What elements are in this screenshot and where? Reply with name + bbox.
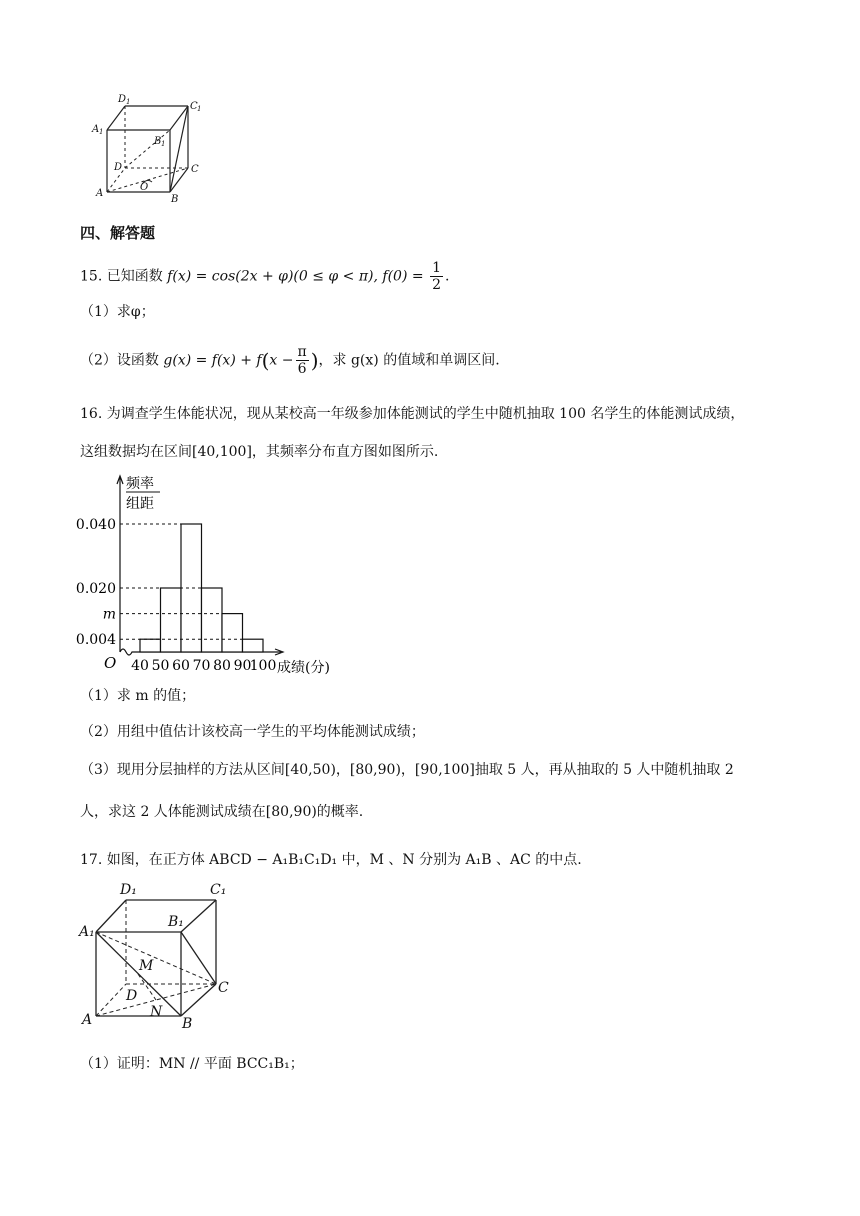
cube1-label-D: D [114, 162, 123, 173]
q15-part2-suffix: ，求 g(x) 的值域和单调区间. [318, 352, 500, 369]
frequency-histogram [72, 472, 362, 682]
q15-stem [80, 260, 449, 293]
cube1-label-B1: B [154, 136, 162, 147]
y-tick-label: 0.004 [75, 632, 116, 649]
y-label-numerator: 频率 [126, 476, 154, 492]
q17-label-B: B [182, 1016, 193, 1032]
q15-part2-prefix: （2）设函数 [80, 352, 159, 369]
cube1-label-O: O [140, 182, 149, 193]
q17-label-N: N [150, 1004, 163, 1020]
q15-fraction [430, 260, 443, 293]
q16-part2: （2）用组中值估计该校高一学生的平均体能测试成绩； [80, 724, 425, 740]
cube1-label-C1: C [190, 101, 198, 112]
cube1-label-B: B [171, 194, 179, 204]
q15-part2-formula: g(x) = f(x) + f [163, 352, 262, 369]
svg-text:1: 1 [197, 105, 202, 113]
x-axis-label: 成绩(分) [277, 660, 330, 676]
q15-part2-inner: x − [269, 352, 294, 369]
q15-stem-formula: f(x) = cos(2x + φ)(0 ≤ φ < π), f(0) = [167, 268, 424, 285]
q15-stem-prefix: 15. 已知函数 [80, 268, 163, 285]
q17-label-A1: A₁ [79, 924, 95, 940]
histogram-bar [243, 639, 264, 652]
x-tick-label: 60 [172, 658, 190, 674]
q15-frac-den: 2 [432, 277, 441, 293]
q15-stem-end: . [444, 268, 450, 285]
x-tick-label: 80 [213, 658, 231, 674]
q17-stem: 17. 如图，在正方体 ABCD − A₁B₁C₁D₁ 中，M 、N 分别为 A₁B 、AC 的中点. [80, 852, 582, 868]
y-label-denominator: 组距 [126, 496, 154, 512]
q15-p2-frac-den: 6 [297, 361, 307, 377]
histogram-bar [202, 588, 223, 652]
svg-text:1: 1 [126, 98, 131, 106]
q17-label-D1: D₁ [120, 882, 137, 898]
q17-label-A: A [82, 1012, 93, 1028]
histogram-bar [161, 588, 182, 652]
q15-part2-fraction [296, 344, 309, 377]
cube1-label-C: C [191, 164, 199, 175]
histogram-bar [140, 639, 161, 652]
q17-label-B1: B₁ [168, 914, 184, 930]
q16-part3-line2: 人，求这 2 人体能测试成绩在[80,90)的概率. [80, 804, 364, 820]
q15-frac-num: 1 [432, 260, 441, 276]
cube1-label-A1: A [92, 124, 100, 135]
q16-part3-line1: （3）现用分层抽样的方法从区间[40,50)，[80,90)，[90,100]抽取 5 人，再从抽取的 5 人中随机抽取 2 [80, 762, 734, 778]
q17-label-M: M [139, 958, 154, 974]
section-heading: 四、解答题 [80, 224, 156, 242]
histogram-bar [222, 614, 243, 652]
x-tick-label: 50 [151, 658, 170, 674]
q17-part1: （1）证明：MN // 平面 BCC₁B₁； [80, 1056, 304, 1072]
cube-figure-small [90, 92, 210, 204]
q17-label-C: C [218, 980, 229, 996]
cube1-label-D1: D [118, 94, 127, 105]
q17-label-C1: C₁ [210, 882, 227, 898]
x-tick-label: 40 [131, 658, 149, 674]
svg-text:1: 1 [161, 140, 166, 148]
x-tick-label: 100 [249, 658, 277, 674]
q17-label-D: D [126, 988, 138, 1004]
svg-text:1: 1 [99, 128, 104, 136]
q15-part2: （2）设函数 g(x) = f(x) + f(x − $\frac{\pi}{6}$ )，求 g(x) 的值域和单调区间. [80, 344, 500, 377]
y-tick-label: 0.020 [75, 581, 116, 597]
cube1-label-A: A [96, 188, 104, 199]
q16-line1: 16. 为调查学生体能状况，现从某校高一年级参加体能测试的学生中随机抽取 100 名学生的体能测试成绩， [80, 406, 745, 422]
x-tick-label: 90 [233, 658, 252, 674]
q15-part1: （1）求φ； [80, 304, 155, 320]
q16-part1: （1）求 m 的值； [80, 688, 196, 704]
q16-line2: 这组数据均在区间[40,100]，其频率分布直方图如图所示. [80, 444, 439, 460]
y-tick-label: m [102, 606, 116, 623]
q15-p2-frac-num: π [297, 344, 307, 360]
origin-label: O [104, 654, 117, 672]
cube-figure-q17 [76, 880, 236, 1032]
y-tick-label: 0.040 [75, 517, 116, 533]
x-tick-label: 70 [192, 658, 211, 674]
